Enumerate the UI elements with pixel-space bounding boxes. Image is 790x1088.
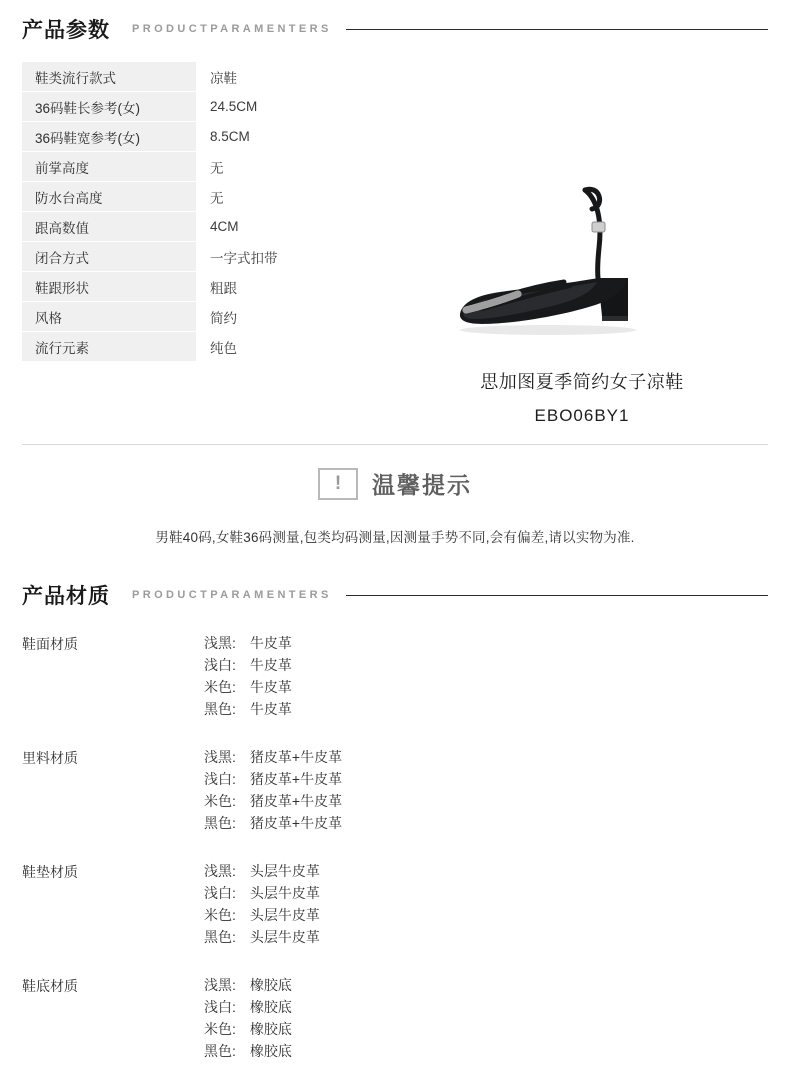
- list-item: [22, 632, 768, 720]
- param-table: [22, 62, 396, 426]
- material-value: 橡胶底: [249, 1021, 292, 1037]
- material-value: 猪皮革+牛皮革: [249, 793, 343, 809]
- material-line: [204, 974, 768, 996]
- material-color: 黑色:: [204, 701, 236, 717]
- param-value: 一字式扣带: [196, 242, 396, 271]
- materials-list: [0, 632, 790, 1062]
- material-color: 浅白:: [204, 771, 236, 787]
- material-color: 米色:: [204, 793, 236, 809]
- material-color: 浅黑:: [204, 977, 236, 993]
- material-color: 浅黑:: [204, 635, 236, 651]
- material-value: 猪皮革+牛皮革: [249, 749, 343, 765]
- material-value: 头层牛皮革: [249, 863, 320, 879]
- section-rule: [346, 29, 768, 30]
- material-value: 头层牛皮革: [249, 885, 320, 901]
- material-value: 猪皮革+牛皮革: [249, 771, 343, 787]
- list-item: [22, 746, 768, 834]
- table-row: [22, 182, 396, 211]
- param-key: 36码鞋宽参考(女): [22, 122, 196, 151]
- section-title-params-cn: 产品参数: [22, 19, 110, 42]
- material-color: 浅黑:: [204, 863, 236, 879]
- material-line: [204, 1018, 768, 1040]
- material-line: [204, 904, 768, 926]
- exclamation-icon: [318, 468, 358, 500]
- param-key: 鞋跟形状: [22, 272, 196, 301]
- table-row: [22, 332, 396, 361]
- material-value: 橡胶底: [249, 999, 292, 1015]
- product-showcase: [396, 62, 768, 426]
- material-line: [204, 812, 768, 834]
- material-values: [204, 632, 768, 720]
- param-value: 凉鞋: [196, 62, 396, 91]
- material-key: 里料材质: [22, 750, 78, 766]
- material-value: 橡胶底: [249, 1043, 292, 1059]
- material-key: 鞋底材质: [22, 978, 78, 994]
- param-value: 无: [196, 152, 396, 181]
- material-color: 米色:: [204, 679, 236, 695]
- material-line: [204, 676, 768, 698]
- param-key: 风格: [22, 302, 196, 331]
- tips-section: [0, 467, 790, 546]
- material-key: 鞋垫材质: [22, 864, 78, 880]
- param-value: 24.5CM: [196, 92, 396, 121]
- material-line: [204, 926, 768, 948]
- param-value: 无: [196, 182, 396, 211]
- tips-header: [0, 467, 790, 500]
- material-key: 鞋面材质: [22, 636, 78, 652]
- material-color: 黑色:: [204, 1043, 236, 1059]
- material-color: 黑色:: [204, 815, 236, 831]
- tips-text: 男鞋40码,女鞋36码测量,包类均码测量,因测量手势不同,会有偏差,请以实物为准.: [155, 530, 635, 545]
- material-color: 黑色:: [204, 929, 236, 945]
- material-color: 浅白:: [204, 999, 236, 1015]
- material-values: [204, 746, 768, 834]
- table-row: [22, 212, 396, 241]
- param-key: 防水台高度: [22, 182, 196, 211]
- material-color: 米色:: [204, 907, 236, 923]
- list-item: [22, 974, 768, 1062]
- material-line: [204, 860, 768, 882]
- param-key: 闭合方式: [22, 242, 196, 271]
- material-line: [204, 654, 768, 676]
- material-color: 浅黑:: [204, 749, 236, 765]
- section-rule: [346, 595, 768, 596]
- material-line: [204, 768, 768, 790]
- table-row: [22, 302, 396, 331]
- table-row: [22, 92, 396, 121]
- section-title-materials-cn: 产品材质: [22, 585, 110, 608]
- section-title-materials-en: PRODUCTPARAMENTERS: [132, 589, 332, 601]
- material-line: [204, 882, 768, 904]
- param-key: 流行元素: [22, 332, 196, 361]
- list-item: [22, 860, 768, 948]
- material-line: [204, 790, 768, 812]
- param-key: 前掌高度: [22, 152, 196, 181]
- param-value: 8.5CM: [196, 122, 396, 151]
- material-value: 头层牛皮革: [249, 929, 320, 945]
- param-key: 36码鞋长参考(女): [22, 92, 196, 121]
- product-name: 思加图夏季简约女子凉鞋: [480, 372, 684, 392]
- param-value: 纯色: [196, 332, 396, 361]
- params-and-product: [0, 62, 790, 426]
- material-line: [204, 698, 768, 720]
- tips-title: 温馨提示: [372, 472, 472, 498]
- material-color: 浅白:: [204, 657, 236, 673]
- material-values: [204, 860, 768, 948]
- exclamation-glyph: !: [334, 473, 342, 494]
- divider: [22, 444, 768, 445]
- shoe-image: [452, 182, 712, 352]
- material-value: 牛皮革: [249, 701, 292, 717]
- section-header-params: [0, 0, 790, 44]
- material-line: [204, 746, 768, 768]
- param-key: 跟高数值: [22, 212, 196, 241]
- table-row: [22, 122, 396, 151]
- material-values: [204, 974, 768, 1062]
- material-value: 头层牛皮革: [249, 907, 320, 923]
- table-row: [22, 242, 396, 271]
- material-value: 橡胶底: [249, 977, 292, 993]
- table-row: [22, 272, 396, 301]
- product-code: EBO06BY1: [534, 406, 630, 425]
- param-value: 简约: [196, 302, 396, 331]
- material-value: 猪皮革+牛皮革: [249, 815, 343, 831]
- material-value: 牛皮革: [249, 679, 292, 695]
- material-line: [204, 1040, 768, 1062]
- param-value: 粗跟: [196, 272, 396, 301]
- material-line: [204, 996, 768, 1018]
- param-value: 4CM: [196, 212, 396, 241]
- material-value: 牛皮革: [249, 657, 292, 673]
- section-title-params-en: PRODUCTPARAMENTERS: [132, 23, 332, 35]
- material-value: 牛皮革: [249, 635, 292, 651]
- section-header-materials: [0, 580, 790, 610]
- table-row: [22, 152, 396, 181]
- material-line: [204, 632, 768, 654]
- material-color: 浅白:: [204, 885, 236, 901]
- param-key: 鞋类流行款式: [22, 62, 196, 91]
- material-color: 米色:: [204, 1021, 236, 1037]
- table-row: [22, 62, 396, 91]
